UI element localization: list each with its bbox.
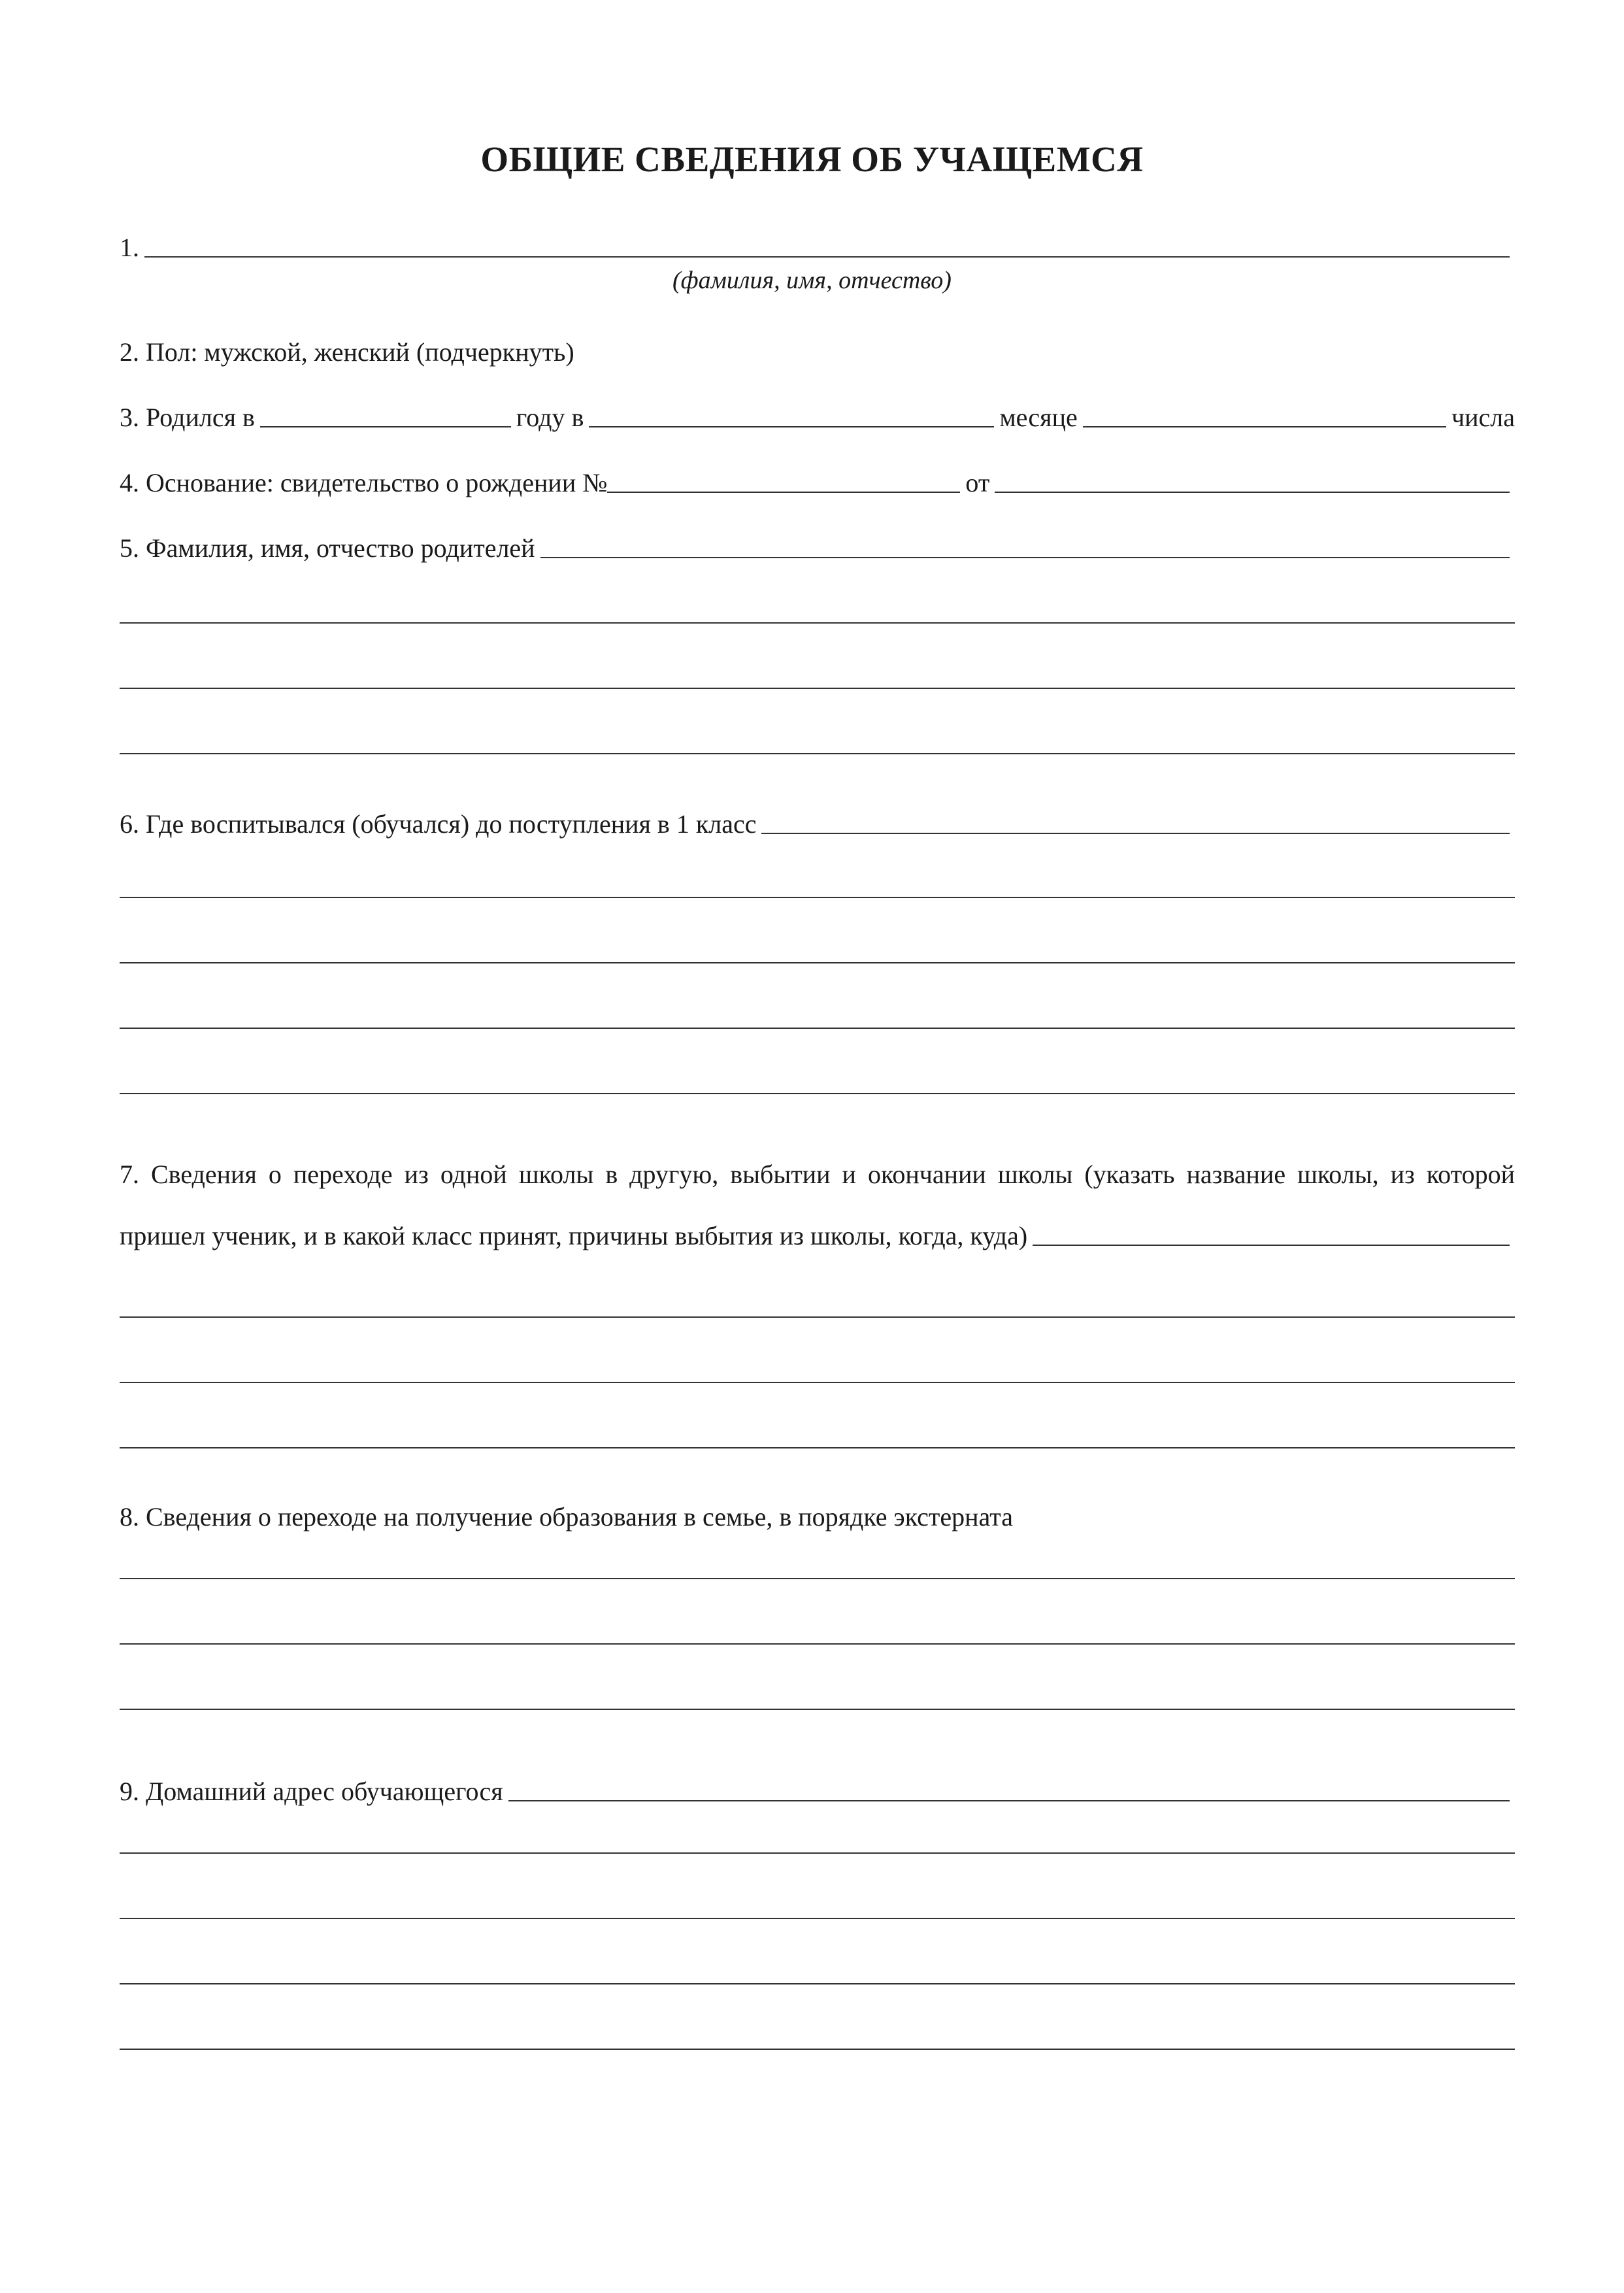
home-education-extra-line[interactable]: [120, 1709, 1515, 1710]
item-7-row: [120, 1211, 1515, 1256]
item-3-month-label: месяце: [999, 403, 1078, 432]
certificate-date-field[interactable]: [995, 491, 1510, 493]
form-title: ОБЩИЕ СВЕДЕНИЯ ОБ УЧАЩЕМСЯ: [480, 139, 1144, 179]
prior-education-field[interactable]: [761, 832, 1510, 834]
item-4-from-label: от: [965, 468, 990, 497]
prior-education-extra-line[interactable]: [120, 962, 1515, 963]
prior-education-extra-line[interactable]: [120, 1028, 1515, 1029]
parents-field[interactable]: [540, 556, 1510, 558]
home-education-extra-line[interactable]: [120, 1578, 1515, 1579]
item-5-row: [120, 523, 1515, 569]
prior-education-extra-line[interactable]: [120, 897, 1515, 898]
item-2-row: [120, 327, 1515, 373]
home-address-extra-line[interactable]: [120, 2049, 1515, 2050]
item-6-label: 6. Где воспитывался (обучался) до поступления в 1 класс: [120, 809, 757, 839]
item-9-row: [120, 1766, 1515, 1812]
item-1-caption: (фамилия, имя, отчество): [672, 267, 952, 294]
item-4-prefix: 4. Основание: свидетельство о рождении №: [120, 468, 608, 497]
birth-day-field[interactable]: [1083, 426, 1446, 427]
school-transfer-field[interactable]: [1033, 1244, 1510, 1246]
item-3-year-label: году в: [516, 403, 584, 432]
parents-extra-line[interactable]: [120, 753, 1515, 754]
item-1-number: 1.: [120, 233, 139, 262]
birth-month-field[interactable]: [589, 426, 994, 427]
birth-year-field[interactable]: [260, 426, 511, 427]
home-education-extra-line[interactable]: [120, 1643, 1515, 1645]
parents-extra-line[interactable]: [120, 688, 1515, 689]
item-5-parents-label: 5. Фамилия, имя, отчество родителей: [120, 533, 535, 563]
item-3-day-label: числа: [1451, 403, 1515, 432]
item-3-prefix: 3. Родился в: [120, 403, 255, 432]
school-transfer-extra-line[interactable]: [120, 1447, 1515, 1448]
home-address-extra-line[interactable]: [120, 1852, 1515, 1854]
item-3-row: [120, 392, 1515, 438]
certificate-number-field[interactable]: [607, 491, 960, 493]
item-7-line-2: пришел ученик, и в какой класс принят, причины выбытия из школы, когда, куда): [120, 1221, 1028, 1250]
item-9-label: 9. Домашний адрес обучающегося: [120, 1777, 503, 1806]
item-6-row: [120, 799, 1515, 845]
item-1-row: [120, 222, 1515, 268]
home-address-extra-line[interactable]: [120, 1918, 1515, 1919]
school-transfer-extra-line[interactable]: [120, 1316, 1515, 1318]
parents-extra-line[interactable]: [120, 622, 1515, 624]
item-8-row: [120, 1492, 1515, 1537]
item-2-gender-label: 2. Пол: мужской, женский (подчеркнуть): [120, 337, 574, 367]
item-4-row: [120, 458, 1515, 503]
item-1-fullname-field[interactable]: [144, 256, 1510, 258]
prior-education-extra-line[interactable]: [120, 1093, 1515, 1094]
home-address-field[interactable]: [508, 1799, 1510, 1801]
school-transfer-extra-line[interactable]: [120, 1382, 1515, 1383]
item-8-label: 8. Сведения о переходе на получение образования в семье, в порядке экстерната: [120, 1502, 1013, 1531]
item-7-line-1: 7. Сведения о переходе из одной школы в другую, выбытии и окончании школы (указать название школы, из которой: [120, 1160, 1515, 1189]
home-address-extra-line[interactable]: [120, 1983, 1515, 1984]
